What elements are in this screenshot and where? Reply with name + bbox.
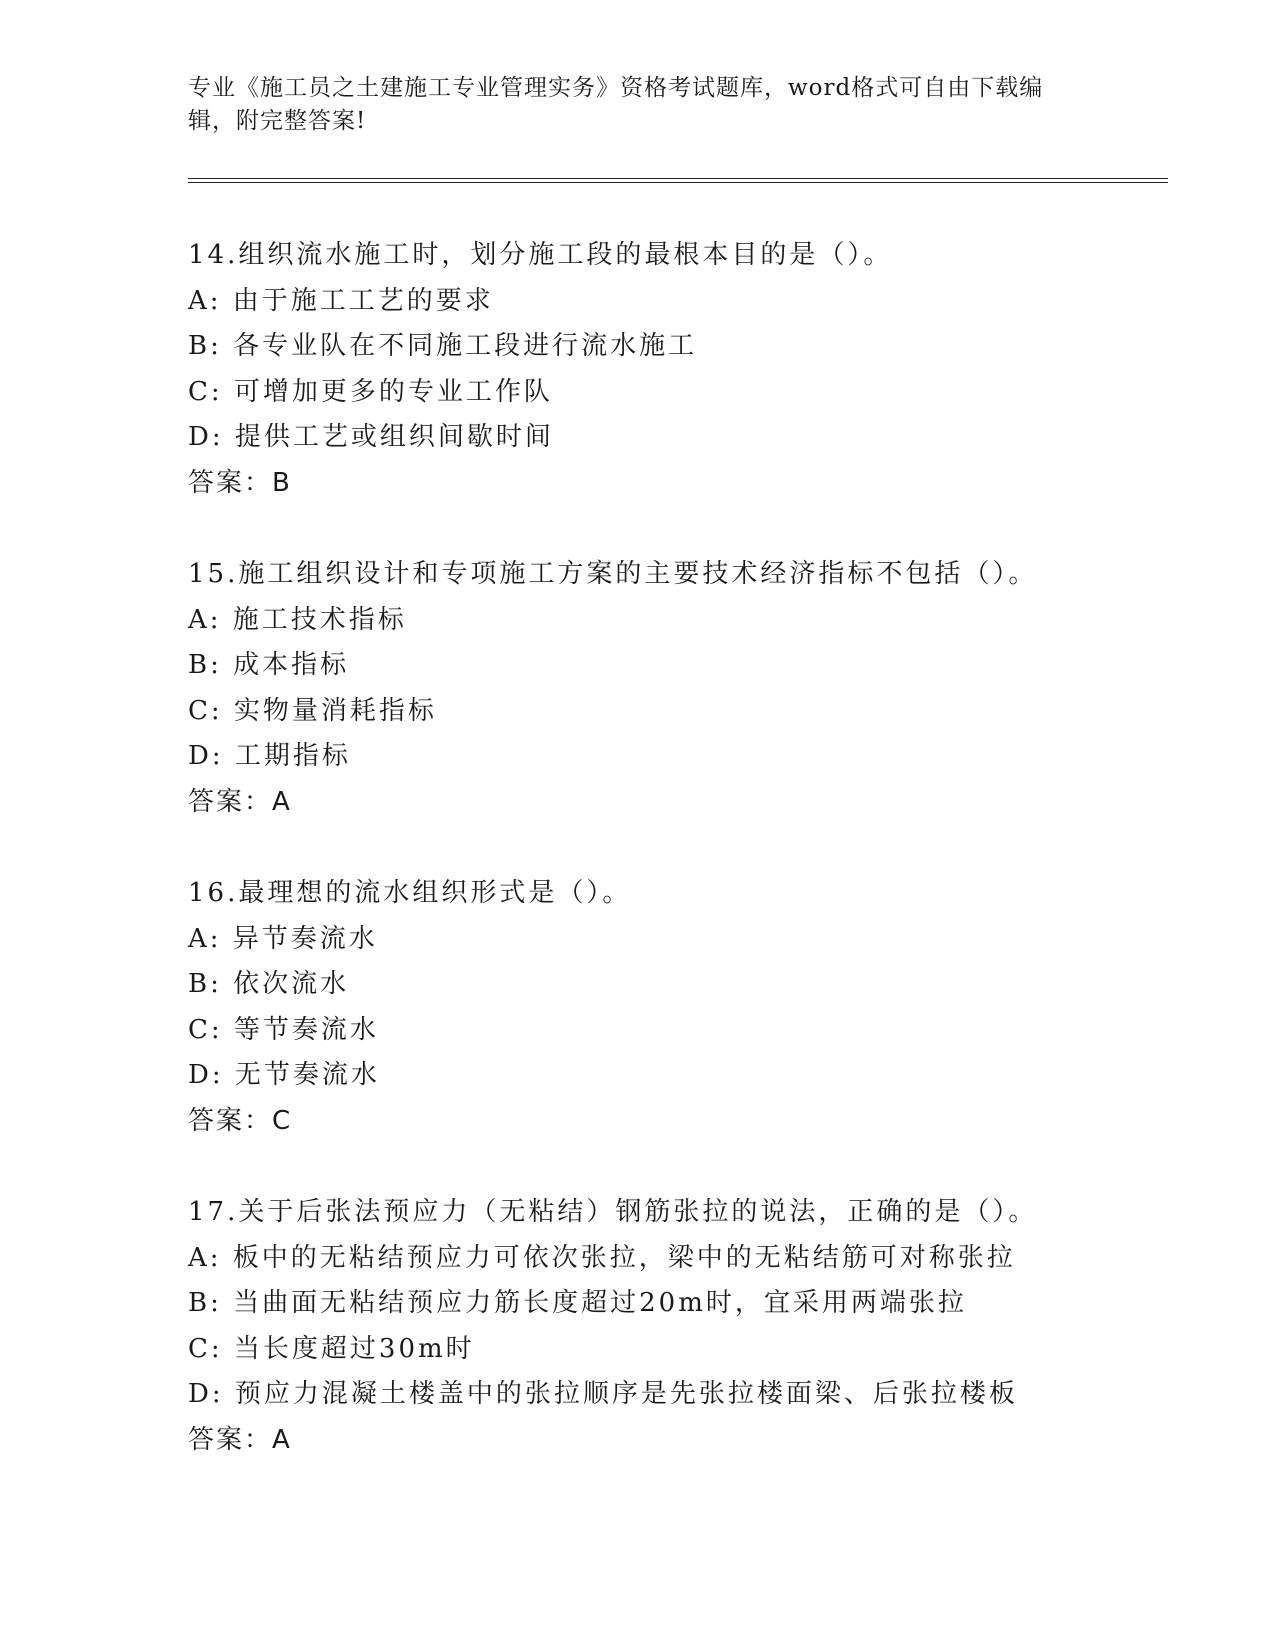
answer: 答案：A — [188, 786, 292, 817]
question-stem: 14.组织流水施工时，划分施工段的最根本目的是（）。 — [188, 240, 893, 270]
option-d: D: 提供工艺或组织间歇时间 — [188, 422, 554, 452]
question-list — [188, 233, 1168, 1509]
option-c: C: 可增加更多的专业工作队 — [188, 376, 553, 407]
question-14 — [188, 233, 1168, 506]
option-d: D: 工期指标 — [188, 741, 351, 771]
option-a: A: 板中的无粘结预应力可依次张拉，梁中的无粘结筋可对称张拉 — [188, 1242, 1016, 1273]
option-a: A: 由于施工工艺的要求 — [188, 285, 494, 316]
option-d: D: 预应力混凝土楼盖中的张拉顺序是先张拉楼面梁、后张拉楼板 — [188, 1379, 1018, 1409]
answer: 答案：C — [188, 1105, 293, 1136]
question-16 — [188, 871, 1168, 1144]
option-a: A: 异节奏流水 — [188, 923, 378, 954]
question-stem: 15.施工组织设计和专项施工方案的主要技术经济指标不包括（）。 — [188, 559, 1038, 589]
option-c: C: 实物量消耗指标 — [188, 695, 437, 726]
option-b: B: 当曲面无粘结预应力筋长度超过20m时，宜采用两端张拉 — [188, 1288, 967, 1318]
answer: 答案：A — [188, 1424, 292, 1455]
option-a: A: 施工技术指标 — [188, 604, 407, 635]
page-header — [188, 72, 1088, 138]
option-c: C: 等节奏流水 — [188, 1014, 379, 1045]
header-line-1: 专业《施工员之土建施工专业管理实务》资格考试题库，word格式可自由下载编 — [188, 75, 1044, 101]
option-d: D: 无节奏流水 — [188, 1060, 380, 1090]
header-line-2: 辑，附完整答案! — [188, 108, 367, 134]
option-c: C: 当长度超过30m时 — [188, 1333, 475, 1364]
option-b: B: 依次流水 — [188, 969, 350, 999]
question-17 — [188, 1190, 1168, 1463]
answer: 答案：B — [188, 467, 292, 498]
header-divider — [188, 178, 1168, 183]
question-stem: 17.关于后张法预应力（无粘结）钢筋张拉的说法，正确的是（）。 — [188, 1197, 1038, 1227]
option-b: B: 各专业队在不同施工段进行流水施工 — [188, 331, 698, 361]
question-stem: 16.最理想的流水组织形式是（）。 — [188, 878, 632, 908]
option-b: B: 成本指标 — [188, 650, 350, 680]
question-15 — [188, 552, 1168, 825]
